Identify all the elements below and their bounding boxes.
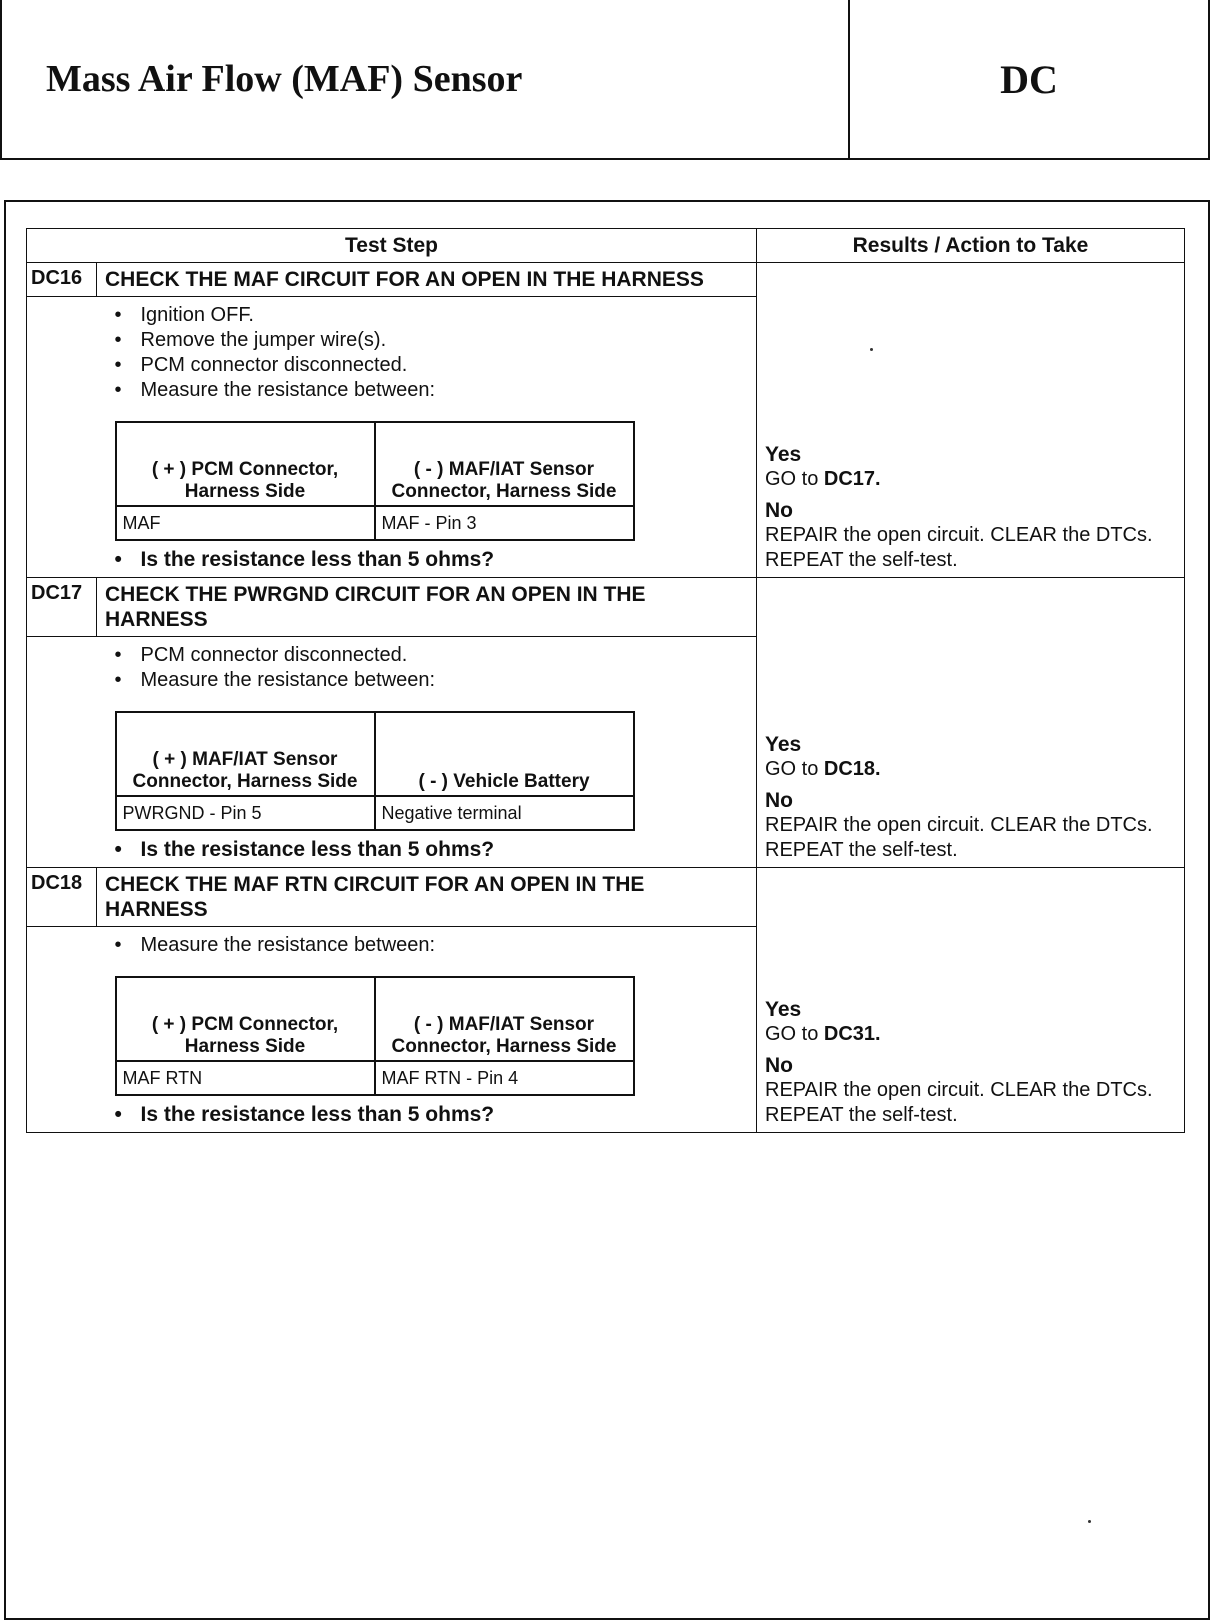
result-yes-label: Yes (765, 998, 802, 1021)
step-title-row (27, 868, 1185, 927)
list-item: • Ignition OFF. (115, 303, 757, 328)
result-no-label: No (765, 1054, 793, 1077)
step-title-row (27, 578, 1185, 637)
list-item: • PCM connector disconnected. (115, 643, 757, 668)
result-yes-label: Yes (765, 733, 802, 756)
measurement-header-plus: ( + ) PCM Connector, Harness Side (116, 422, 375, 506)
result-no-action: REPAIR the open circuit. CLEAR the DTCs. REPEAT the self-test. (765, 1079, 1153, 1126)
step-body (97, 637, 757, 868)
step-code: DC18 (27, 868, 97, 927)
step-title: CHECK THE MAF RTN CIRCUIT FOR AN OPEN IN THE HARNESS (97, 868, 757, 927)
step-results (757, 868, 1185, 1133)
measurement-cell: MAF - Pin 3 (375, 506, 634, 540)
result-yes-action: GO to DC31. (765, 1023, 881, 1045)
step-title: CHECK THE PWRGND CIRCUIT FOR AN OPEN IN THE HARNESS (97, 578, 757, 637)
step-results (757, 263, 1185, 578)
step-title-row (27, 263, 1185, 297)
step-title: CHECK THE MAF CIRCUIT FOR AN OPEN IN THE HARNESS (97, 263, 757, 297)
step-body (97, 927, 757, 1133)
measurement-table (115, 711, 635, 831)
list-item: • Measure the resistance between: (115, 933, 757, 958)
measurement-cell: MAF (116, 506, 375, 540)
result-no-action: REPAIR the open circuit. CLEAR the DTCs. REPEAT the self-test. (765, 524, 1153, 571)
result-yes-label: Yes (765, 443, 802, 466)
step-code: DC16 (27, 263, 97, 297)
result-no-label: No (765, 499, 793, 522)
measurement-header-minus: ( - ) MAF/IAT Sensor Connector, Harness Side (375, 977, 634, 1061)
measurement-header-plus: ( + ) MAF/IAT Sensor Connector, Harness Side (116, 712, 375, 796)
step-body (97, 297, 757, 578)
step-bullets (97, 643, 757, 693)
result-yes-action: GO to DC18. (765, 758, 881, 780)
page-title: Mass Air Flow (MAF) Sensor (2, 0, 850, 158)
measurement-cell: Negative terminal (375, 796, 634, 830)
list-item: • Measure the resistance between: (115, 378, 757, 403)
step-question: • Is the resistance less than 5 ohms? (97, 1102, 757, 1128)
measurement-header-minus: ( - ) MAF/IAT Sensor Connector, Harness Side (375, 422, 634, 506)
table-header-row (27, 229, 1185, 263)
list-item: • Measure the resistance between: (115, 668, 757, 693)
measurement-cell: MAF RTN - Pin 4 (375, 1061, 634, 1095)
scan-speck (1088, 1520, 1091, 1523)
step-question: • Is the resistance less than 5 ohms? (97, 837, 757, 863)
list-item: • Remove the jumper wire(s). (115, 328, 757, 353)
result-no-label: No (765, 789, 793, 812)
step-code: DC17 (27, 578, 97, 637)
result-no-action: REPAIR the open circuit. CLEAR the DTCs. REPEAT the self-test. (765, 814, 1153, 861)
measurement-header-minus: ( - ) Vehicle Battery (375, 712, 634, 796)
measurement-cell: MAF RTN (116, 1061, 375, 1095)
list-item: • PCM connector disconnected. (115, 353, 757, 378)
measurement-header-plus: ( + ) PCM Connector, Harness Side (116, 977, 375, 1061)
step-question: • Is the resistance less than 5 ohms? (97, 547, 757, 573)
column-header-results: Results / Action to Take (757, 229, 1185, 263)
page-header (0, 0, 1210, 160)
measurement-table (115, 421, 635, 541)
step-bullets (97, 933, 757, 958)
step-bullets (97, 303, 757, 403)
measurement-cell: PWRGND - Pin 5 (116, 796, 375, 830)
column-header-test-step: Test Step (27, 229, 757, 263)
result-yes-action: GO to DC17. (765, 468, 881, 490)
scan-speck (870, 348, 873, 351)
measurement-table (115, 976, 635, 1096)
section-code: DC (1000, 56, 1058, 102)
test-step-table (26, 228, 1185, 1133)
step-results (757, 578, 1185, 868)
